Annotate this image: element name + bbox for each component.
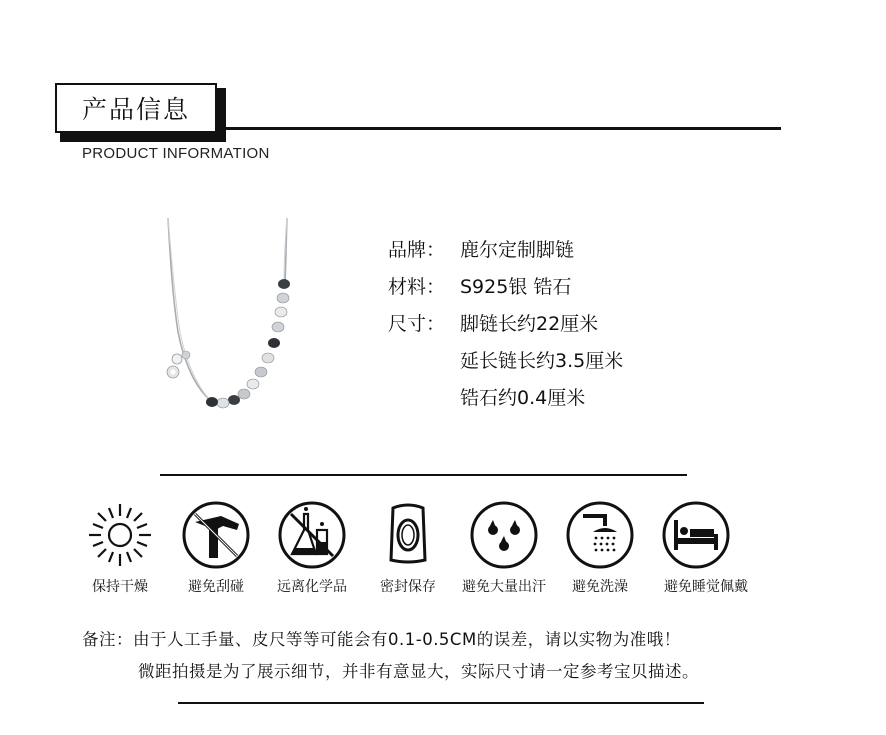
care-label-no-sleep: 避免睡觉佩戴	[664, 579, 748, 595]
spec-material	[388, 269, 623, 306]
product-specs	[388, 232, 623, 417]
section-subtitle: PRODUCT INFORMATION	[82, 145, 270, 162]
care-label-dry: 保持干燥	[92, 579, 148, 595]
spec-brand-value: 鹿尔定制脚链	[460, 239, 575, 261]
section-divider	[160, 474, 687, 476]
bottom-divider	[178, 702, 704, 704]
spec-size-value-1: 脚链长约22厘米	[460, 313, 599, 335]
spec-size-value-3: 锆石约0.4厘米	[460, 387, 586, 409]
care-label-no-scratch: 避免刮碰	[188, 579, 244, 595]
care-label-sealed: 密封保存	[380, 579, 436, 595]
note-line-2: 微距拍摄是为了展示细节，并非有意显大，实际尺寸请一定参考宝贝描述。	[138, 662, 699, 681]
spec-brand-label: 品牌：	[388, 239, 446, 261]
silver-chain-anklet-photo	[150, 212, 305, 422]
spec-size-value-2: 延长链长约3.5厘米	[460, 350, 624, 372]
sun-icon	[85, 500, 155, 570]
spec-size-label: 尺寸：	[388, 313, 446, 335]
care-label-no-sweat: 避免大量出汗	[462, 579, 546, 595]
bed-icon	[661, 500, 731, 570]
spec-material-label: 材料：	[388, 276, 446, 298]
spec-material-value: S925银 锆石	[460, 276, 572, 298]
no-chemicals-icon	[277, 500, 347, 570]
note-line-1: 备注：由于人工手量、皮尺等等可能会有0.1-0.5CM的误差，请以实物为准哦！	[82, 630, 681, 649]
sealed-storage-icon	[373, 500, 443, 570]
section-title: 产品信息	[81, 95, 190, 124]
spec-size	[388, 306, 623, 343]
section-title-box	[55, 83, 217, 133]
care-label-no-bath: 避免洗澡	[572, 579, 628, 595]
title-underline	[226, 127, 781, 130]
shower-icon	[565, 500, 635, 570]
chain-sequins	[206, 279, 290, 408]
no-hammer-icon	[181, 500, 251, 570]
no-sweat-icon	[469, 500, 539, 570]
spec-brand	[388, 232, 623, 269]
care-label-no-chemicals: 远离化学品	[277, 579, 347, 595]
